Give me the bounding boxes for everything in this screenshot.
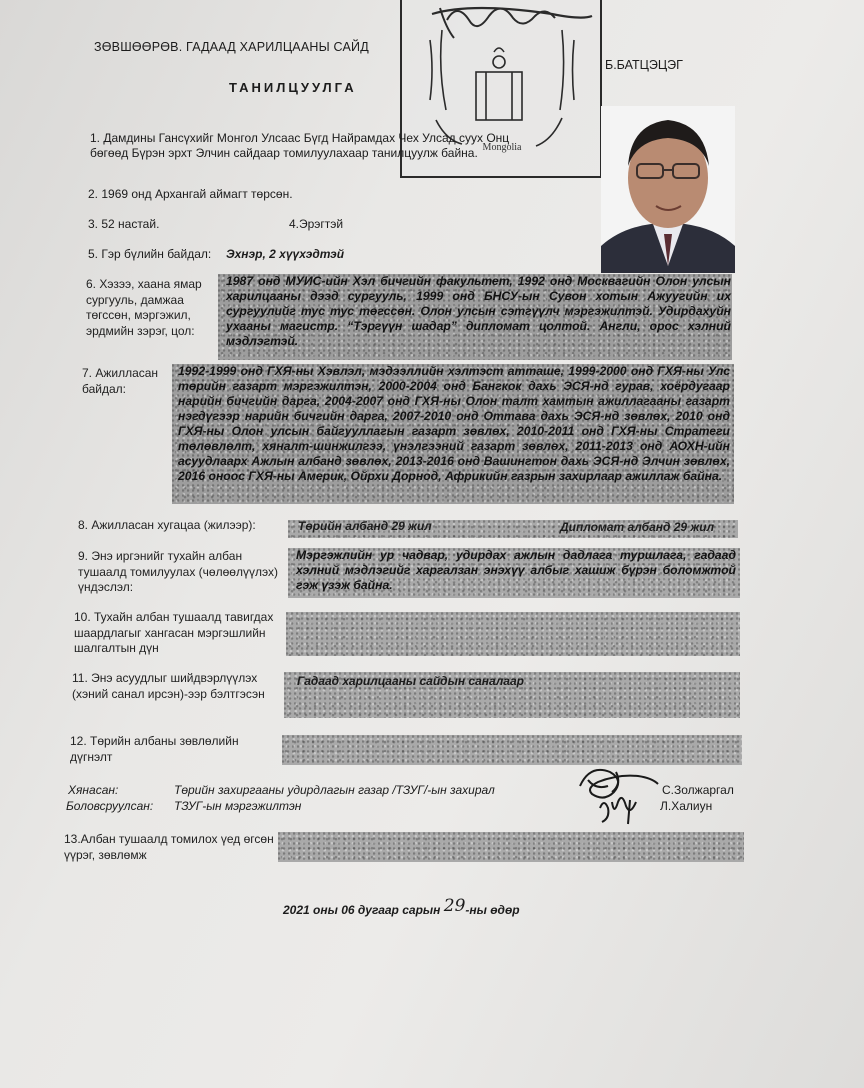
item-7-label: 7. Ажилласан байдал:: [82, 366, 159, 396]
item-3-age: 3. 52 настай.: [88, 217, 160, 231]
item-11-value: Гадаад харилцааны сайдын саналаар: [297, 674, 524, 688]
item-8-label: 8. Ажилласан хугацаа (жилээр):: [78, 518, 256, 532]
item-6-value: 1987 онд МУИС-ийн Хэл бичгийн факультет, 1992 онд Москвагийн Олон улсын харилцааны дээд сургууль, 1999 онд БНСУ-ын Сувон хотын Ажуугийн их сургуулийг тус тус төгссөн. Олон улсын сэтгүүлч мэргэжилтэй. Удирдахуйн ухааны магистр. “Тэргүүн шадар” дипломат цолтой. Англи, орос хэлний мэдлэгтэй.: [226, 274, 731, 348]
item-1-nomination: 1. Дамдины Гансүхийг Монгол Улсаас Бүгд Найрамдах Чех Улсад суух Онц бөгөөд Бүрэн эрхт Элчин сайдаар томилуулахаар танилцуулж байна.: [90, 131, 510, 160]
item-5-value: Эхнэр, 2 хүүхэдтэй: [226, 247, 345, 261]
date-prefix: 2021 оны 06 дугаар сарын: [283, 903, 441, 917]
item-12-label: 12. Төрийн албаны зөвлөлийн дүгнэлт: [70, 734, 239, 764]
signatures-icon: [570, 756, 662, 830]
checked-label: Хянасан:: [68, 783, 119, 797]
document-date: [283, 896, 520, 918]
minister-name: Б.БАТЦЭЦЭГ: [605, 58, 683, 72]
date-day: 29: [443, 896, 466, 916]
item-5-label: 5. Гэр бүлийн байдал:: [88, 247, 212, 261]
item-10-label: 10. Тухайн албан тушаалд тавигдах шаардлагыг хангасан мэргэшлийн шалгалтын дүн: [74, 610, 274, 655]
prepared-label: Боловсруулсан:: [66, 799, 154, 813]
prepared-organization: ТЗУГ-ын мэргэжилтэн: [174, 799, 302, 813]
item-10-value-box: [286, 612, 740, 656]
checked-organization: Төрийн захиргааны удирдлагын газар /ТЗУГ/-ын захирал: [174, 783, 495, 797]
item-11-label: 11. Энэ асуудлыг шийдвэрлүүлэх (хэний санал ирсэн)-ээр бэлтгэсэн: [72, 671, 265, 701]
item-9-label: 9. Энэ иргэнийг тухайн албан тушаалд томилуулах (чөлөөлүүлэх) үндэслэл:: [78, 549, 278, 594]
item-9-value: Мэргэжлийн ур чадвар, удирдах ажлын дадлага туршлага, гадаад хэлний мэдлэгийг харгалзан энэхүү албыг хашиж бүрэн боломжтой гэж үзэж байна.: [296, 548, 736, 592]
checked-name: С.Золжаргал: [662, 783, 734, 797]
page-title: ТАНИЛЦУУЛГА: [229, 80, 357, 95]
approval-line: ЗӨВШӨӨРӨВ. ГАДААД ХАРИЛЦААНЫ САЙД: [94, 40, 369, 54]
item-13-label: 13.Албан тушаалд томилох үед өгсөн үүрэг, зөвлөмж: [64, 832, 274, 862]
item-6-label: 6. Хэзээ, хаана ямар сургууль, дамжаа төгссөн, мэргэжил, эрдмийн зэрэг, цол:: [86, 277, 202, 338]
date-suffix: -ны өдөр: [465, 903, 520, 917]
item-13-value-box: [278, 832, 744, 862]
portrait-photo: [601, 106, 735, 273]
item-2-birth: 2. 1969 онд Архангай аймагт төрсөн.: [88, 187, 293, 201]
item-12-value-box: [282, 735, 742, 765]
item-4-gender: 4.Эрэгтэй: [289, 217, 344, 231]
item-8-civil-service: Төрийн албанд 29 жил: [298, 519, 432, 533]
prepared-name: Л.Халиун: [660, 799, 713, 813]
item-7-value: 1992-1999 онд ГХЯ-ны Хэвлэл, мэдээллийн хэлтэст атташе, 1999-2000 онд ГХЯ-ны Улс төрийн газарт мэргэжилтэн, 2000-2004 онд Бангкок дахь ЭСЯ-нд гурав, хоёрдугаар нарийн бичгийн дарга, 2004-2007 онд ГХЯ-ны Олон талт хамтын ажиллагааны газарт нэгдүгээр нарийн бичгийн дарга, 2007-2010 онд Оттава дахь ЭСЯ-нд зөвлөх, 2010 онд ГХЯ-ны Олон улсын байгууллагын газарт зөвлөх, 2010-2011 онд ГХЯ-ны Стратеги төлөвлөлт, хяналт-шинжилгээ, үнэлгээний газарт зөвлөх, 2011-2013 онд АОХН-ийн асуудлаарх Ажлын албанд зөвлөх, 2013-2016 онд Вашингтон дахь ЭСЯ-нд Элчин зөвлөх, 2016 оноос ГХЯ-ны Америк, Ойрхи Дорнод, Африкийн газрын захирлаар ажиллаж байна.: [178, 364, 730, 483]
stamp-text: Mongolia: [482, 142, 522, 153]
item-8-diplomatic-service: Дипломат албанд 29 жил: [560, 520, 715, 534]
